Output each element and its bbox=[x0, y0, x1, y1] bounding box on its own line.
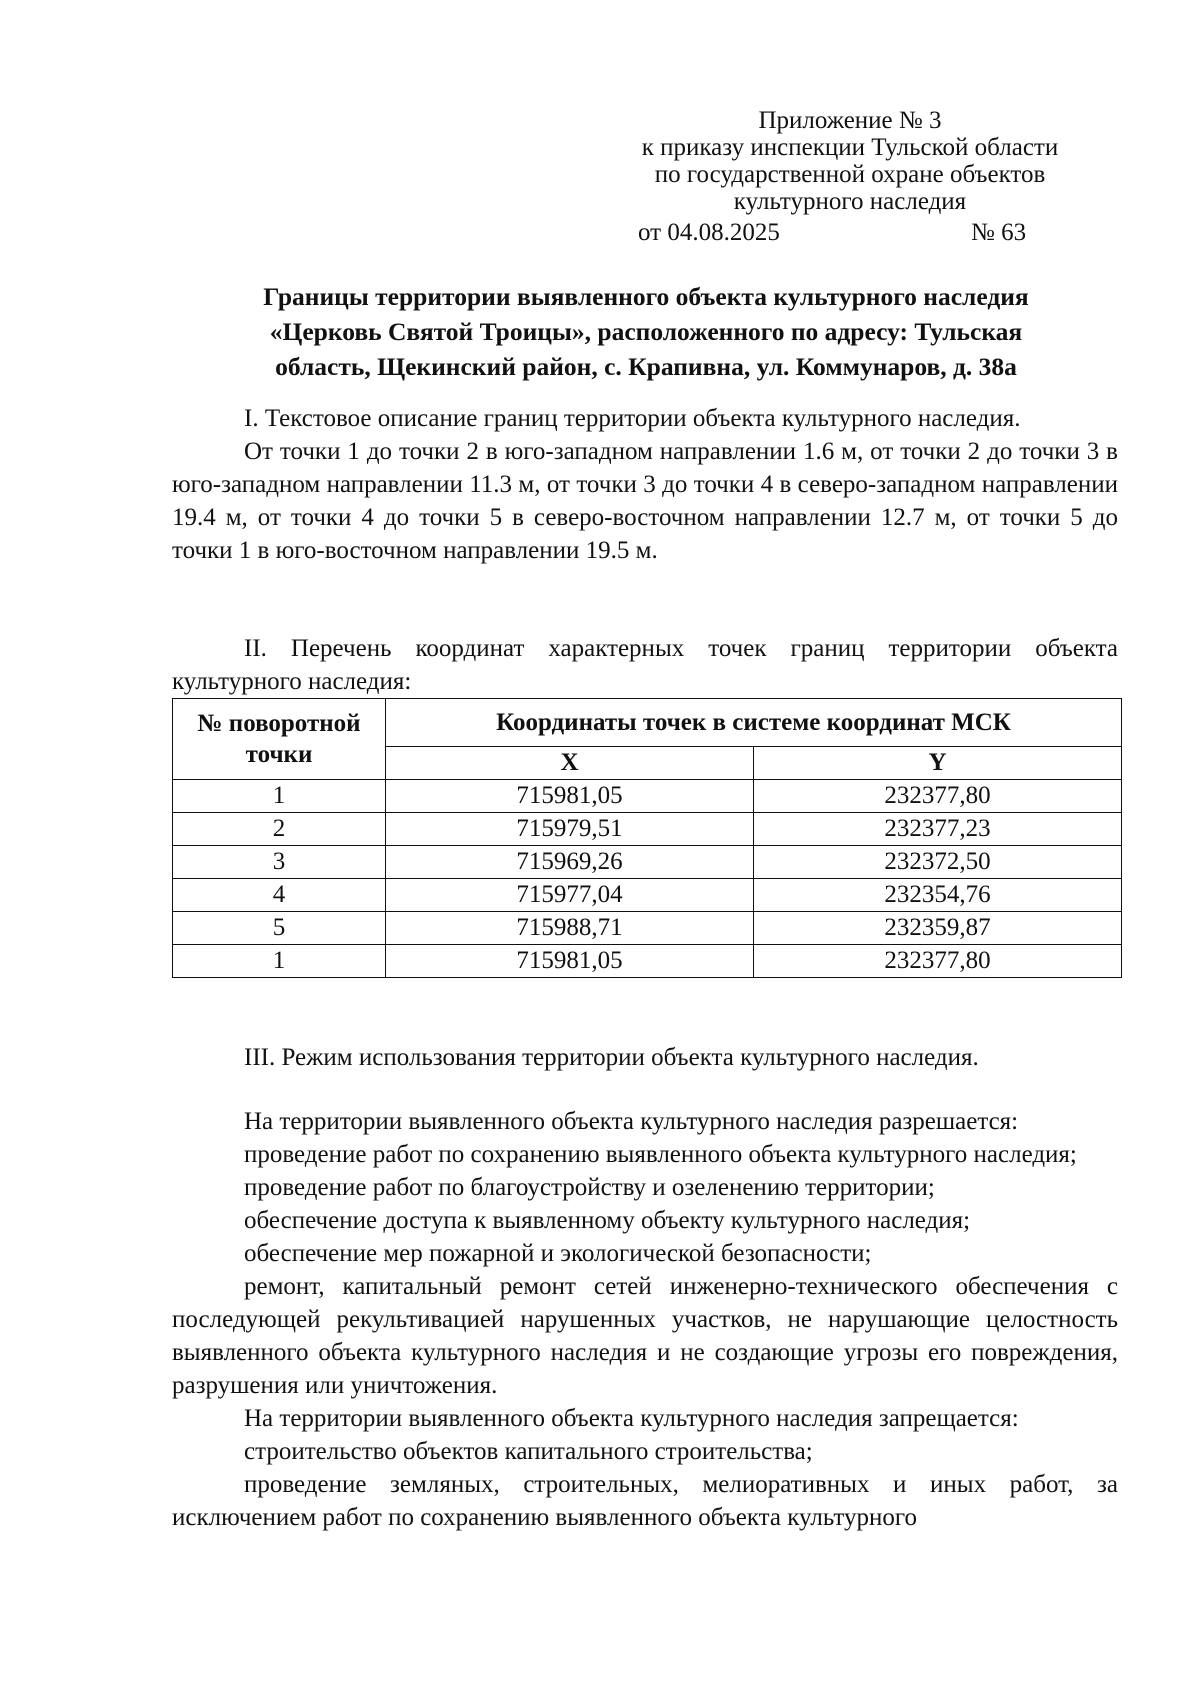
section-2-heading: II. Перечень координат характерных точек границ территории объекта культурного наследия: bbox=[172, 635, 1118, 695]
appendix-line: культурного наследия bbox=[733, 188, 967, 215]
appendix-line: по государственной охране объектов bbox=[654, 161, 1046, 188]
order-date: от 04.08.2025 bbox=[638, 219, 780, 246]
coord-x: 715988,71 bbox=[386, 912, 754, 945]
document-title bbox=[172, 279, 1120, 384]
section-1-heading: I. Текстовое описание границ территории объекта культурного наследия. bbox=[244, 405, 1021, 432]
header-coordinates: Координаты точек в системе координат МСК bbox=[386, 699, 1122, 747]
coord-y: 232377,23 bbox=[754, 813, 1122, 846]
section-3 bbox=[172, 1041, 1118, 1534]
section-3-paragraph: проведение земляных, строительных, мелиоративных и иных работ, за исключением работ по сохранению выявленного объекта культурного bbox=[172, 1471, 1118, 1531]
section-3-paragraph: На территории выявленного объекта культурного наследия разрешается: bbox=[244, 1108, 1019, 1135]
coordinates-table bbox=[172, 698, 1122, 978]
header-point-number: № поворотной точки bbox=[173, 699, 386, 780]
section-3-paragraph: проведение работ по благоустройству и озеленению территории; bbox=[244, 1174, 935, 1201]
header-y: Y bbox=[754, 747, 1122, 780]
coord-y: 232359,87 bbox=[754, 912, 1122, 945]
coord-x: 715979,51 bbox=[386, 813, 754, 846]
coord-x: 715981,05 bbox=[386, 945, 754, 978]
section-3-paragraph: обеспечение мер пожарной и экологической безопасности; bbox=[244, 1240, 872, 1267]
title-line: Границы территории выявленного объекта культурного наследия bbox=[263, 282, 1029, 311]
table-row bbox=[173, 879, 1122, 912]
section-3-paragraph: На территории выявленного объекта культурного наследия запрещается: bbox=[244, 1405, 1019, 1432]
point-number: 2 bbox=[173, 813, 386, 846]
table-row bbox=[173, 945, 1122, 978]
coord-x: 715981,05 bbox=[386, 780, 754, 813]
coord-y: 232377,80 bbox=[754, 945, 1122, 978]
table-row bbox=[173, 813, 1122, 846]
section-3-paragraph: строительство объектов капитального строительства; bbox=[244, 1438, 813, 1465]
appendix-line: Приложение № 3 bbox=[758, 107, 942, 134]
header-x: X bbox=[386, 747, 754, 780]
section-3-paragraph: обеспечение доступа к выявленному объекту культурного наследия; bbox=[244, 1207, 971, 1234]
title-line: «Церковь Святой Троицы», расположенного по адресу: Тульская bbox=[269, 317, 1023, 346]
section-1-text: От точки 1 до точки 2 в юго-западном направлении 1.6 м, от точки 2 до точки 3 в юго-западном направлении 11.3 м, от точки 3 до точки 4 в северо-западном направлении 19.4 м, от точки 4 до точки 5 в северо-восточном направлении 12.7 м, от точки 5 до точки 1 в юго-восточном направлении 19.5 м. bbox=[172, 438, 1118, 564]
section-3-heading: III. Режим использования территории объекта культурного наследия. bbox=[244, 1044, 979, 1071]
table-row bbox=[173, 780, 1122, 813]
point-number: 1 bbox=[173, 945, 386, 978]
coord-y: 232377,80 bbox=[754, 780, 1122, 813]
point-number: 5 bbox=[173, 912, 386, 945]
table-row bbox=[173, 846, 1122, 879]
coord-y: 232372,50 bbox=[754, 846, 1122, 879]
appendix-header bbox=[600, 107, 1100, 215]
title-line: область, Щекинский район, с. Крапивна, ул. Коммунаров, д. 38а bbox=[275, 352, 1017, 381]
section-3-paragraph: проведение работ по сохранению выявленного объекта культурного наследия; bbox=[244, 1141, 1077, 1168]
section-1 bbox=[172, 402, 1118, 567]
point-number: 1 bbox=[173, 780, 386, 813]
coord-x: 715969,26 bbox=[386, 846, 754, 879]
point-number: 4 bbox=[173, 879, 386, 912]
appendix-line: к приказу инспекции Тульской области bbox=[641, 134, 1059, 161]
section-3-paragraph: ремонт, капитальный ремонт сетей инженерно-технического обеспечения с последующей рекультивацией нарушенных участков, не нарушающие целостность выявленного объекта культурного наследия и не создающие угрозы его повреждения, разрушения или уничтожения. bbox=[172, 1273, 1118, 1399]
table-row bbox=[173, 912, 1122, 945]
section-2 bbox=[172, 632, 1118, 698]
coord-x: 715977,04 bbox=[386, 879, 754, 912]
coord-y: 232354,76 bbox=[754, 879, 1122, 912]
order-number: № 63 bbox=[971, 219, 1027, 246]
point-number: 3 bbox=[173, 846, 386, 879]
